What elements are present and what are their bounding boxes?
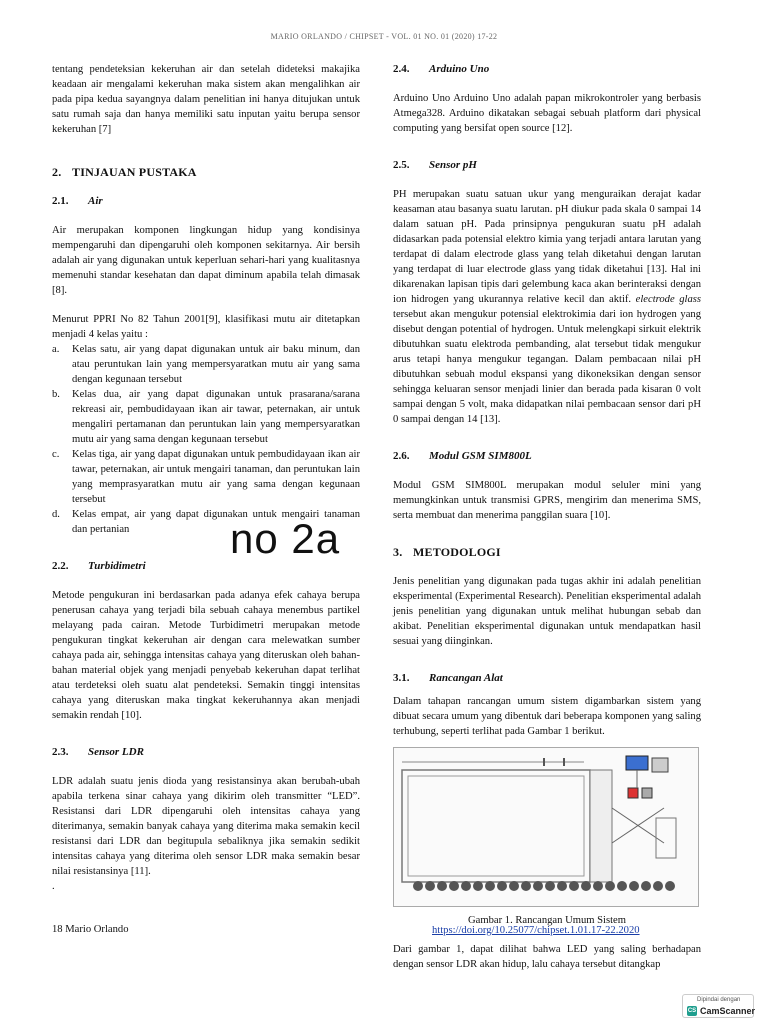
ph-text-a: PH merupakan suatu satuan ukur yang menguraikan derajat kadar keasaman atau basanya suatu larutan. pH diukur pada skala 0 sampai 14 dalam satuan pH. Pada prinsipnya pengukuran suatu pH adalah didasarkan pada potensial elektro kimia yang terjadi antara larutan yang terdapat di dalam electrode glass yang telah diketahui dengan larutan yang terdapat di luar electrode glass yang tidak diketahui [13]. Hal ini dikarenakan lapisan tipis dari gelembung kaca akan berinteraksi dengan ion hidrogen yang ukurannya relative kecil dan aktif. [393,189,701,305]
subsection-number: 3.1. [393,672,410,684]
water-class-list [52,342,360,537]
subsection-number: 2.1. [52,195,69,207]
subsection-2-3-heading [52,745,360,760]
ldr-paragraph: LDR adalah suatu jenis dioda yang resistansinya akan berubah-ubah apabila terkena sinar cahaya yang dikirim oleh transmitter “LED”. Resistansi dari LDR dipengaruhi oleh intensitas cahaya yang diterimanya, semakin banyak cahaya yang diterima maka semakin kecil resistansi dari LDR dan begitupula sebaliknya jika semakin sedikit intensitas cahaya yang diterima oleh sensor LDR maka semakin besar nilai resistansinya [11]. [52,776,360,877]
subsection-2-4-heading [393,62,701,77]
subsection-title: Sensor pH [429,159,477,171]
ph-emphasis: electrode glass [635,294,701,305]
list-marker: b. [52,389,60,400]
subsection-title: Air [88,195,103,207]
ph-text-b: tersebut akan mengukur potensial elektrokimia dari ion hydrogen yang disebut dengan potential of hydrogen. Untuk melengkapi sirkuit elektrik dibutuhkan suatu elektroda pembanding, alat tersebut tidak mengukur arus tetapi hanya mengukur tegangan. Dalam pembacaan nilai pH dibutuhkan sebuah modul ekspansi yang dikoneksikan dengan sensor sehingga keluaran sensor menjadi linier dan berada pada kisaran 0 volt sampai dengan 5 volt, maka didapatkan nilai pembacaan sensor dari pH 0 sampai dengan 14 [13]. [393,309,701,425]
stray-dot: . [52,881,55,892]
scanner-brand: CamScanner [700,1006,756,1016]
section-2-heading [52,165,360,180]
intro-paragraph: tentang pendeteksian kekeruhan air dan setelah dideteksi makajika keadaan air mengalami kekeruhan maka sistem akan mengalihkan air pada pipa kedua sayangnya dalam penelitian ini hanya ditujukan untuk satu rumah saja dan hanya memiliki satu inputan yaitu berupa sensor kekeruhan [7] [52,64,360,135]
camscanner-logo-icon: CS [687,1008,697,1014]
subsection-2-6-heading [393,449,701,464]
subsection-title: Sensor LDR [88,746,144,758]
scanner-caption: Dipindai dengan [697,997,741,1003]
section-title: METODOLOGI [413,545,501,559]
system-design-figure [393,747,699,907]
section-number: 2. [52,165,62,179]
subsection-title: Turbidimetri [88,560,146,572]
list-item [52,447,360,507]
subsection-number: 2.5. [393,159,410,171]
left-column [52,62,360,894]
turbidimetri-paragraph: Metode pengukuran ini berdasarkan pada adanya efek cahaya berupa penerusan cahaya yang terjadi bila sebuah cahaya menembus partikel melayang pada cairan. Metode Turbidimetri merupakan metode pengukuran tingkat kekeruhan air dengan cara melewatkan sumber cahaya pada air, sehingga intensitas cahaya yang diteruskan oleh bahan-bahan material objek yang menjadi penyebab kekeruhan dapat terlihat atau terdeteksi oleh suatu alat pendeteksi. Semakin tinggi intensitas cahaya yang diteruskan maka tingkat kekeruhannya akan menjadi semakin rendah [10]. [52,590,360,721]
section-number: 3. [393,545,403,559]
sensor-module [628,788,638,798]
subsection-title: Rancangan Alat [429,672,503,684]
water-tank [590,770,612,882]
subsection-number: 2.4. [393,63,410,75]
air-paragraph: Air merupakan komponen lingkungan hidup yang kondisinya mempengaruhi dan dipengaruhi oleh komponen sekitarnya. Air bersih adalah air yang digunakan untuk keperluan sehari-hari yang kualitasnya memenuhi standar kesehatan dan dapat diminum apabila telah dimasak [8]. [52,225,360,296]
list-text: Kelas empat, air yang dapat digunakan untuk mengairi tanaman dan pertanian [72,509,360,535]
doi-link[interactable]: https://doi.org/10.25077/chipset.1.01.17-22.2020 [432,925,640,936]
subsection-number: 2.3. [52,746,69,758]
ph-paragraph [393,187,701,427]
arduino-paragraph: Arduino Uno Arduino Uno adalah papan mikrokontroler yang berbasis Atmega328. Arduino dikatakan sebagai sebuah platform dari physical computing yang bersifat open source [12]. [393,93,701,134]
subsection-3-1-heading [393,671,701,686]
handwritten-stamp: no 2a [230,515,341,562]
section-title: TINJAUAN PUSTAKA [72,165,197,179]
ppri-paragraph: Menurut PPRI No 82 Tahun 2001[9], klasifikasi mutu air ditetapkan menjadi 4 kelas yaitu : [52,314,360,340]
subsection-number: 2.6. [393,450,410,462]
list-marker: d. [52,509,60,520]
subsection-2-1-heading [52,194,360,209]
system-diagram [394,748,698,906]
list-text: Kelas satu, air yang dapat digunakan untuk air baku minum, dan atau peruntukan lain yang mempersyaratkan mutu air yang sama dengan kegunaan tersebut [72,344,360,385]
page-number-author: 18 Mario Orlando [52,924,129,935]
subsection-number: 2.2. [52,560,69,572]
section-3-heading [393,545,701,560]
running-head: MARIO ORLANDO / CHIPSET - VOL. 01 NO. 01 (2020) 17-22 [270,32,498,41]
outlet-pipe [656,818,676,858]
gsm-module [652,758,668,772]
after-figure-paragraph: Dari gambar 1, dapat dilihat bahwa LED yang saling berhadapan dengan sensor LDR akan hidup, lalu cahaya tersebut ditangkap [393,944,701,970]
figure-caption: Gambar 1. Rancangan Umum Sistem [468,915,626,926]
list-item [52,387,360,447]
rancangan-paragraph: Dalam tahapan rancangan umum sistem digambarkan sistem yang dibuat secara umum yang dibentuk dari beberapa komponen yang saling terhubung, seperti terlihat pada Gambar 1 berikut. [393,696,701,737]
pipe-inner [408,776,584,876]
subsection-title: Modul GSM SIM800L [429,450,532,462]
ph-module [642,788,652,798]
right-column [393,62,701,972]
gsm-paragraph: Modul GSM SIM800L merupakan modul seluler mini yang memungkinkan untuk transmisi GPRS, mengirim dan menerima SMS, serta membuat dan menerima panggilan suara [10]. [393,480,701,521]
list-marker: a. [52,344,60,355]
arduino-board [626,756,648,770]
metodologi-paragraph: Jenis penelitian yang digunakan pada tugas akhir ini adalah penelitian eksperimental (Experimental Research). Penelitian eksperimental adalah jenis penelitian yang digunakan untuk melihat hubungan sebab dan akibat. Penelitian eksperimental digunakan untuk mendapatkan hasil sesuai yang diinginkan. [393,576,701,647]
pipe-outer [402,770,590,882]
subsection-title: Arduino Uno [429,63,490,75]
list-item [52,342,360,387]
list-text: Kelas dua, air yang dapat digunakan untuk prasarana/sarana rekreasi air, pembudidayaan ikan air tawar, peternakan, air untuk mengaliri pertamanan dan peruntukan lain yang mempersyaratkan mutu air yang sama dengan kegunaan tersebut [72,389,360,445]
scanner-watermark [682,994,754,1018]
list-marker: c. [52,449,60,460]
subsection-2-5-heading [393,158,701,173]
list-text: Kelas tiga, air yang dapat digunakan untuk pembudidayaan ikan air tawar, peternakan, air untuk mengairi tanaman, dan peruntukan lain yang memprasyaratkan mutu air yang sama dengan kegunaan tersebut [72,449,360,505]
